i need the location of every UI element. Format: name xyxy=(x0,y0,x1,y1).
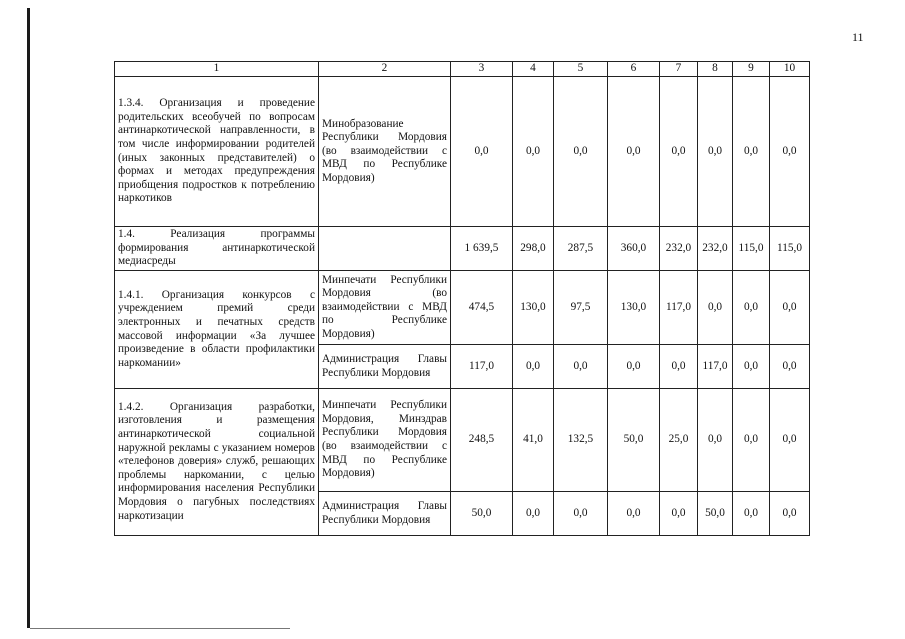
value-cell: 0,0 xyxy=(733,271,770,345)
table-row xyxy=(115,389,810,492)
value-cell: 0,0 xyxy=(660,77,698,227)
value-cell: 232,0 xyxy=(660,227,698,271)
measure-name: 1.4. Реализация программы формирования антинаркотической медиасреды xyxy=(115,227,319,271)
value-cell: 50,0 xyxy=(698,492,733,536)
value-cell: 0,0 xyxy=(733,389,770,492)
value-cell: 298,0 xyxy=(513,227,554,271)
header-row xyxy=(115,62,810,77)
value-cell: 0,0 xyxy=(770,492,810,536)
value-cell: 50,0 xyxy=(451,492,513,536)
value-cell: 287,5 xyxy=(554,227,608,271)
table-row xyxy=(115,271,810,345)
value-cell: 0,0 xyxy=(451,77,513,227)
value-cell: 132,5 xyxy=(554,389,608,492)
value-cell: 0,0 xyxy=(733,492,770,536)
value-cell: 0,0 xyxy=(698,389,733,492)
value-cell: 0,0 xyxy=(770,77,810,227)
value-cell: 115,0 xyxy=(770,227,810,271)
table-row xyxy=(115,227,810,271)
header-cell: 4 xyxy=(513,62,554,77)
value-cell: 0,0 xyxy=(608,77,660,227)
value-cell: 0,0 xyxy=(770,389,810,492)
value-cell: 97,5 xyxy=(554,271,608,345)
measure-name: 1.3.4. Организация и проведение родительских всеобучей по вопросам антинаркотической направленности, в том числе информировании родителей (иных законных представителей) о формах и методах предупреждения приобщения подростков к потреблению наркотиков xyxy=(115,77,319,227)
table-row xyxy=(115,77,810,227)
value-cell: 360,0 xyxy=(608,227,660,271)
value-cell: 115,0 xyxy=(733,227,770,271)
scan-left-edge xyxy=(27,8,30,628)
value-cell: 248,5 xyxy=(451,389,513,492)
budget-table xyxy=(114,61,810,536)
value-cell: 117,0 xyxy=(451,345,513,389)
header-cell: 2 xyxy=(319,62,451,77)
value-cell: 0,0 xyxy=(770,271,810,345)
value-cell: 117,0 xyxy=(660,271,698,345)
executor-cell: Администрация Главы Республики Мордовия xyxy=(319,345,451,389)
executor-cell: Минпечати Республики Мордовия (во взаимодействии с МВД по Республике Мордовия) xyxy=(319,271,451,345)
header-cell: 7 xyxy=(660,62,698,77)
value-cell: 0,0 xyxy=(733,345,770,389)
value-cell: 130,0 xyxy=(513,271,554,345)
value-cell: 0,0 xyxy=(608,345,660,389)
value-cell: 0,0 xyxy=(698,271,733,345)
header-cell: 8 xyxy=(698,62,733,77)
value-cell: 474,5 xyxy=(451,271,513,345)
value-cell: 0,0 xyxy=(554,492,608,536)
value-cell: 0,0 xyxy=(513,492,554,536)
executor-cell: Минпечати Республики Мордовия, Минздрав Республики Мордовия (во взаимодействии с МВД по Республике Мордовия) xyxy=(319,389,451,492)
header-cell: 6 xyxy=(608,62,660,77)
value-cell: 117,0 xyxy=(698,345,733,389)
header-cell: 9 xyxy=(733,62,770,77)
value-cell: 0,0 xyxy=(698,77,733,227)
value-cell: 50,0 xyxy=(608,389,660,492)
value-cell: 25,0 xyxy=(660,389,698,492)
value-cell: 0,0 xyxy=(660,345,698,389)
value-cell: 0,0 xyxy=(554,345,608,389)
value-cell: 130,0 xyxy=(608,271,660,345)
header-cell: 5 xyxy=(554,62,608,77)
value-cell: 0,0 xyxy=(513,345,554,389)
measure-name: 1.4.1. Организация конкурсов с учреждением премий среди электронных и печатных средств массовой информации «За лучшее произведение в области профилактики наркомании» xyxy=(115,271,319,389)
value-cell: 0,0 xyxy=(733,77,770,227)
measure-name: 1.4.2. Организация разработки, изготовления и размещения антинаркотической социальной наружной рекламы с указанием номеров «телефонов доверия» служб, решающих проблемы наркомании, с целью информирования населения Республики Мордовия о пагубных последствиях наркотизации xyxy=(115,389,319,536)
value-cell: 0,0 xyxy=(660,492,698,536)
executor-cell: Минобразование Республики Мордовия (во взаимодействии с МВД по Республике Мордовия) xyxy=(319,77,451,227)
header-cell: 10 xyxy=(770,62,810,77)
header-cell: 1 xyxy=(115,62,319,77)
page-number: 11 xyxy=(852,30,864,44)
value-cell: 1 639,5 xyxy=(451,227,513,271)
value-cell: 0,0 xyxy=(608,492,660,536)
scan-bottom-edge xyxy=(30,628,290,629)
value-cell: 0,0 xyxy=(513,77,554,227)
value-cell: 0,0 xyxy=(770,345,810,389)
header-cell: 3 xyxy=(451,62,513,77)
executor-cell xyxy=(319,227,451,271)
value-cell: 232,0 xyxy=(698,227,733,271)
value-cell: 0,0 xyxy=(554,77,608,227)
value-cell: 41,0 xyxy=(513,389,554,492)
executor-cell: Администрация Главы Республики Мордовия xyxy=(319,492,451,536)
